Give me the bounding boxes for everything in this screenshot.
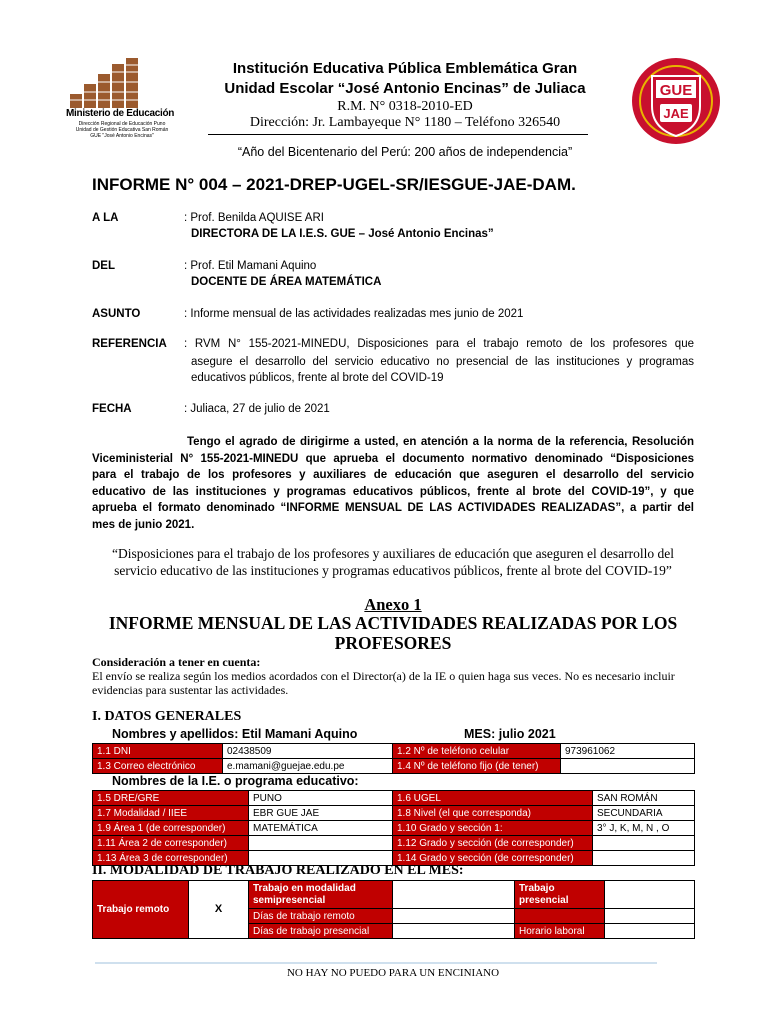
table-cell: 1.11 Área 2 de corresponder) [93,836,249,851]
body-line: mes de junio 2021. [92,518,195,531]
table-cell: 1.4 Nº de teléfono fijo (de tener) [393,759,561,774]
header-divider [208,134,588,135]
table-cell [605,881,695,909]
table-cell [393,909,515,924]
presencial-days-label: Días de trabajo presencial [249,924,393,939]
institution-data-label: Nombres de la I.E. o programa educativo: [112,774,359,788]
consideration-heading: Consideración a tener en cuenta: [92,655,261,669]
table-row [93,759,695,774]
remote-work-label: Trabajo remoto [93,881,189,939]
table-cell: 1.7 Modalidad / IIEE [93,806,249,821]
from-name: : Prof. Etil Mamani Aquino [184,260,317,272]
report-number: INFORME N° 004 – 2021-DREP-UGEL-SR/IESGUE-JAE-DAM. [92,175,576,194]
to-label: A LA [92,212,119,224]
ministry-logo [58,56,178,152]
table-cell: 1.2 Nº de teléfono celular [393,744,561,759]
institution-data-table [92,790,695,866]
table-row [93,791,695,806]
body-line: aprueba el formato denominado “INFORME MENSUAL DE LAS ACTIVIDADES REALIZADAS”, a partir del [92,502,694,514]
annex-heading: INFORME MENSUAL DE LAS ACTIVIDADES REALIZADAS POR LOS PROFESORES [108,613,678,653]
subject-text: : Informe mensual de las actividades realizadas mes junio de 2021 [184,308,524,320]
semipresencial-label: Trabajo en modalidad semipresencial [249,881,393,909]
table-cell: SECUNDARIA [593,806,695,821]
table-cell: 973961062 [561,744,695,759]
resolution-number: R.M. N° 0318-2010-ED [337,99,473,114]
table-row [93,744,695,759]
from-position: DOCENTE DE ÁREA MATEMÁTICA [191,276,382,288]
to-name: : Prof. Benilda AQUISE ARI [184,212,324,224]
quoted-title: “Disposiciones para el trabajo de los profesores y auxiliares de educación que aseguren el desarrollo del servicio educativo de las instituciones y programas educativos públicos, frente al brote del COVID-19” [112,546,674,578]
table-cell [249,836,393,851]
body-line: para el trabajo de los profesores y auxiliares de educación que aseguren el desarrollo del servicio [92,469,694,481]
schedule-label: Horario laboral [515,924,605,939]
consideration-text: El envío se realiza según los medios acordados con el Director(a) de la IE o quien haga sus veces. No es necesario incluir evidencias para sustentar las actividades. [92,669,675,697]
table-cell: 3° J, K, M, N , O [593,821,695,836]
table-cell: 02438509 [223,744,393,759]
annex-title: Anexo 1 [364,595,422,614]
body-paragraph [92,434,694,533]
table-cell: 1.9 Área 1 (de corresponder) [93,821,249,836]
table-cell [593,836,695,851]
table-cell [605,909,695,924]
table-cell: MATEMÁTICA [249,821,393,836]
table-cell: 1.8 Nivel (el que corresponda) [393,806,593,821]
table-cell: 1.10 Grado y sección 1: [393,821,593,836]
section-1-title: I. DATOS GENERALES [92,709,242,724]
body-line: Tengo el agrado de dirigirme a usted, en atención a la norma de la referencia, Resolución [187,436,694,448]
table-cell: EBR GUE JAE [249,806,393,821]
table-cell [393,924,515,939]
date-text: : Juliaca, 27 de julio de 2021 [184,403,330,415]
table-row [93,836,695,851]
ministry-sub-3: GUE "José Antonio Encinas" [90,133,154,139]
table-cell [593,851,695,866]
table-cell [515,909,605,924]
subject-label: ASUNTO [92,308,141,320]
body-line: educativo de las instituciones y programas educativos públicos, frente al brote del COVID-19”, y que [92,485,694,498]
month-label: MES: julio 2021 [464,727,556,741]
teacher-name-label: Nombres y apellidos: Etil Mamani Aquino [112,727,358,741]
institution-line-1: Institución Educativa Pública Emblemática Gran [232,60,578,77]
table-cell: 1.13 Área 3 de corresponder) [93,851,249,866]
ministry-bars-icon [58,56,178,112]
work-modality-table [92,880,695,939]
table-cell: 1.12 Grado y sección (de corresponder) [393,836,593,851]
table-row [93,806,695,821]
table-row [93,881,695,909]
table-cell: SAN ROMÁN [593,791,695,806]
ministry-sub-2: Unidad de Gestión Educativa San Román [75,127,169,133]
table-cell: PUNO [249,791,393,806]
reference-first-line: : RVM N° 155-2021-MINEDU, Disposiciones para el trabajo remoto de los profesores que [184,338,694,350]
shield-badge-icon [630,56,722,146]
institution-line-2: Unidad Escolar “José Antonio Encinas” de Juliaca [224,80,586,97]
table-cell [393,881,515,909]
badge-bottom-text: JAE [663,106,689,121]
from-label: DEL [92,260,115,272]
footer-divider [95,962,657,964]
table-cell: e.mamani@guejae.edu.pe [223,759,393,774]
presencial-label: Trabajo presencial [515,881,605,909]
school-badge-logo [630,56,722,146]
table-cell: 1.1 DNI [93,744,223,759]
table-cell [605,924,695,939]
ministry-sub-1: Dirección Regional de Educación Puno [78,121,166,127]
date-label: FECHA [92,403,132,415]
section-2-title: II. MODALIDAD DE TRABAJO REALIZADO EN EL MES: [92,863,464,878]
table-cell: 1.14 Grado y sección (de corresponder) [393,851,593,866]
remote-work-mark: X [189,881,249,939]
personal-data-table [92,743,695,774]
table-row [93,821,695,836]
reference-label: REFERENCIA [92,338,167,350]
year-motto: “Año del Bicentenario del Perú: 200 años de independencia” [237,145,573,159]
footer-motto: NO HAY NO PUEDO PARA UN ENCINIANO [286,967,500,979]
badge-top-text: GUE [659,82,693,99]
to-position: DIRECTORA DE LA I.E.S. GUE – José Antonio Encinas” [191,228,494,240]
table-cell [561,759,695,774]
ministry-name: Ministerio de Educación [66,108,175,119]
table-cell: 1.3 Correo electrónico [93,759,223,774]
reference-body: asegure el desarrollo del servicio educativo no presencial de las instituciones y programas educativos públicos, frente al brote del COVID-19 [191,356,694,384]
table-cell: 1.5 DRE/GRE [93,791,249,806]
table-cell: 1.6 UGEL [393,791,593,806]
address-line: Dirección: Jr. Lambayeque N° 1180 – Teléfono 326540 [249,115,561,130]
body-line: Viceministerial N° 155-2021-MINEDU que aprueba el documento normativo denominado “Disposiciones [92,452,694,465]
remote-days-label: Días de trabajo remoto [249,909,393,924]
